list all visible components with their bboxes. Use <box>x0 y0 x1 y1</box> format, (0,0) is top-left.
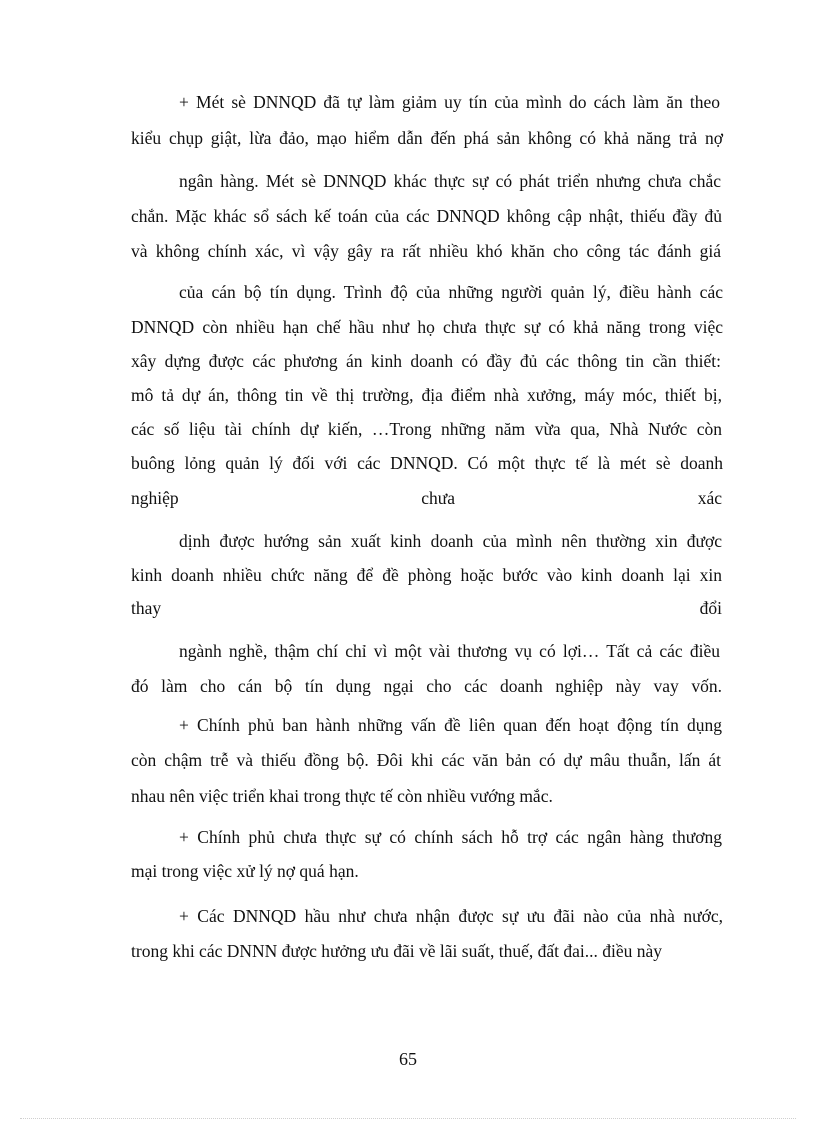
text-line: + Mét sè DNNQD đã tự làm giảm uy tín của mình do cách làm ăn theo <box>179 92 720 112</box>
text-line: buông lỏng quản lý đối với các DNNQD. Có một thực tế là mét sè doanh <box>131 453 723 473</box>
line-word: nghiệp <box>131 488 179 508</box>
text-line: trong khi các DNNN được hưởng ưu đãi về lãi suất, thuế, đất đai... điều này <box>131 941 662 961</box>
spread-text-line <box>131 597 722 619</box>
text-line: của cán bộ tín dụng. Trình độ của những người quản lý, điều hành các <box>179 282 723 302</box>
line-word: thay <box>131 598 162 618</box>
text-line: + Các DNNQD hầu như chưa nhận được sự ưu đãi nào của nhà nước, <box>179 906 723 926</box>
text-line: ngành nghề, thậm chí chỉ vì một vài thương vụ có lợi… Tất cả các điều <box>179 641 720 661</box>
text-line: DNNQD còn nhiều hạn chế hầu như họ chưa thực sự có khả năng trong việc <box>131 317 723 337</box>
text-line: kiểu chụp giật, lừa đảo, mạo hiểm dẫn đến phá sản không có khả năng trả nợ <box>131 128 723 148</box>
text-line: + Chính phủ chưa thực sự có chính sách hỗ trợ các ngân hàng thương <box>179 827 722 847</box>
page-number: 65 <box>399 1049 417 1069</box>
text-line: xây dựng được các phương án kinh doanh có đầy đủ các thông tin cần thiết: <box>131 351 721 371</box>
page-bottom-divider <box>20 1118 796 1119</box>
spread-text-line <box>131 487 722 509</box>
text-line: ngân hàng. Mét sè DNNQD khác thực sự có phát triển nhưng chưa chắc <box>179 171 721 191</box>
text-line: mại trong việc xử lý nợ quá hạn. <box>131 861 359 881</box>
text-line: chắn. Mặc khác sổ sách kế toán của các DNNQD không cập nhật, thiếu đầy đủ <box>131 206 722 226</box>
text-line: kinh doanh nhiều chức năng để đề phòng hoặc bước vào kinh doanh lại xin <box>131 565 722 585</box>
text-line: + Chính phủ ban hành những vấn đề liên quan đến hoạt động tín dụng <box>179 715 722 735</box>
text-line: mô tả dự án, thông tin về thị trường, địa điểm nhà xưởng, máy móc, thiết bị, <box>131 385 722 405</box>
text-line: còn chậm trễ và thiếu đồng bộ. Đôi khi các văn bản có dự mâu thuẫn, lấn át <box>131 750 721 770</box>
text-line: nhau nên việc triển khai trong thực tế còn nhiều vướng mắc. <box>131 786 553 806</box>
line-word: đổi <box>699 598 722 618</box>
line-word: xác <box>697 488 722 508</box>
text-line: đó làm cho cán bộ tín dụng ngại cho các doanh nghiệp này vay vốn. <box>131 676 722 696</box>
line-word: chưa <box>421 488 456 508</box>
text-line: các số liệu tài chính dự kiến, …Trong những năm vừa qua, Nhà Nước còn <box>131 419 722 439</box>
text-line: và không chính xác, vì vậy gây ra rất nhiều khó khăn cho công tác đánh giá <box>131 241 721 261</box>
text-line: dịnh được hướng sản xuất kinh doanh của mình nên thường xin được <box>179 531 722 551</box>
